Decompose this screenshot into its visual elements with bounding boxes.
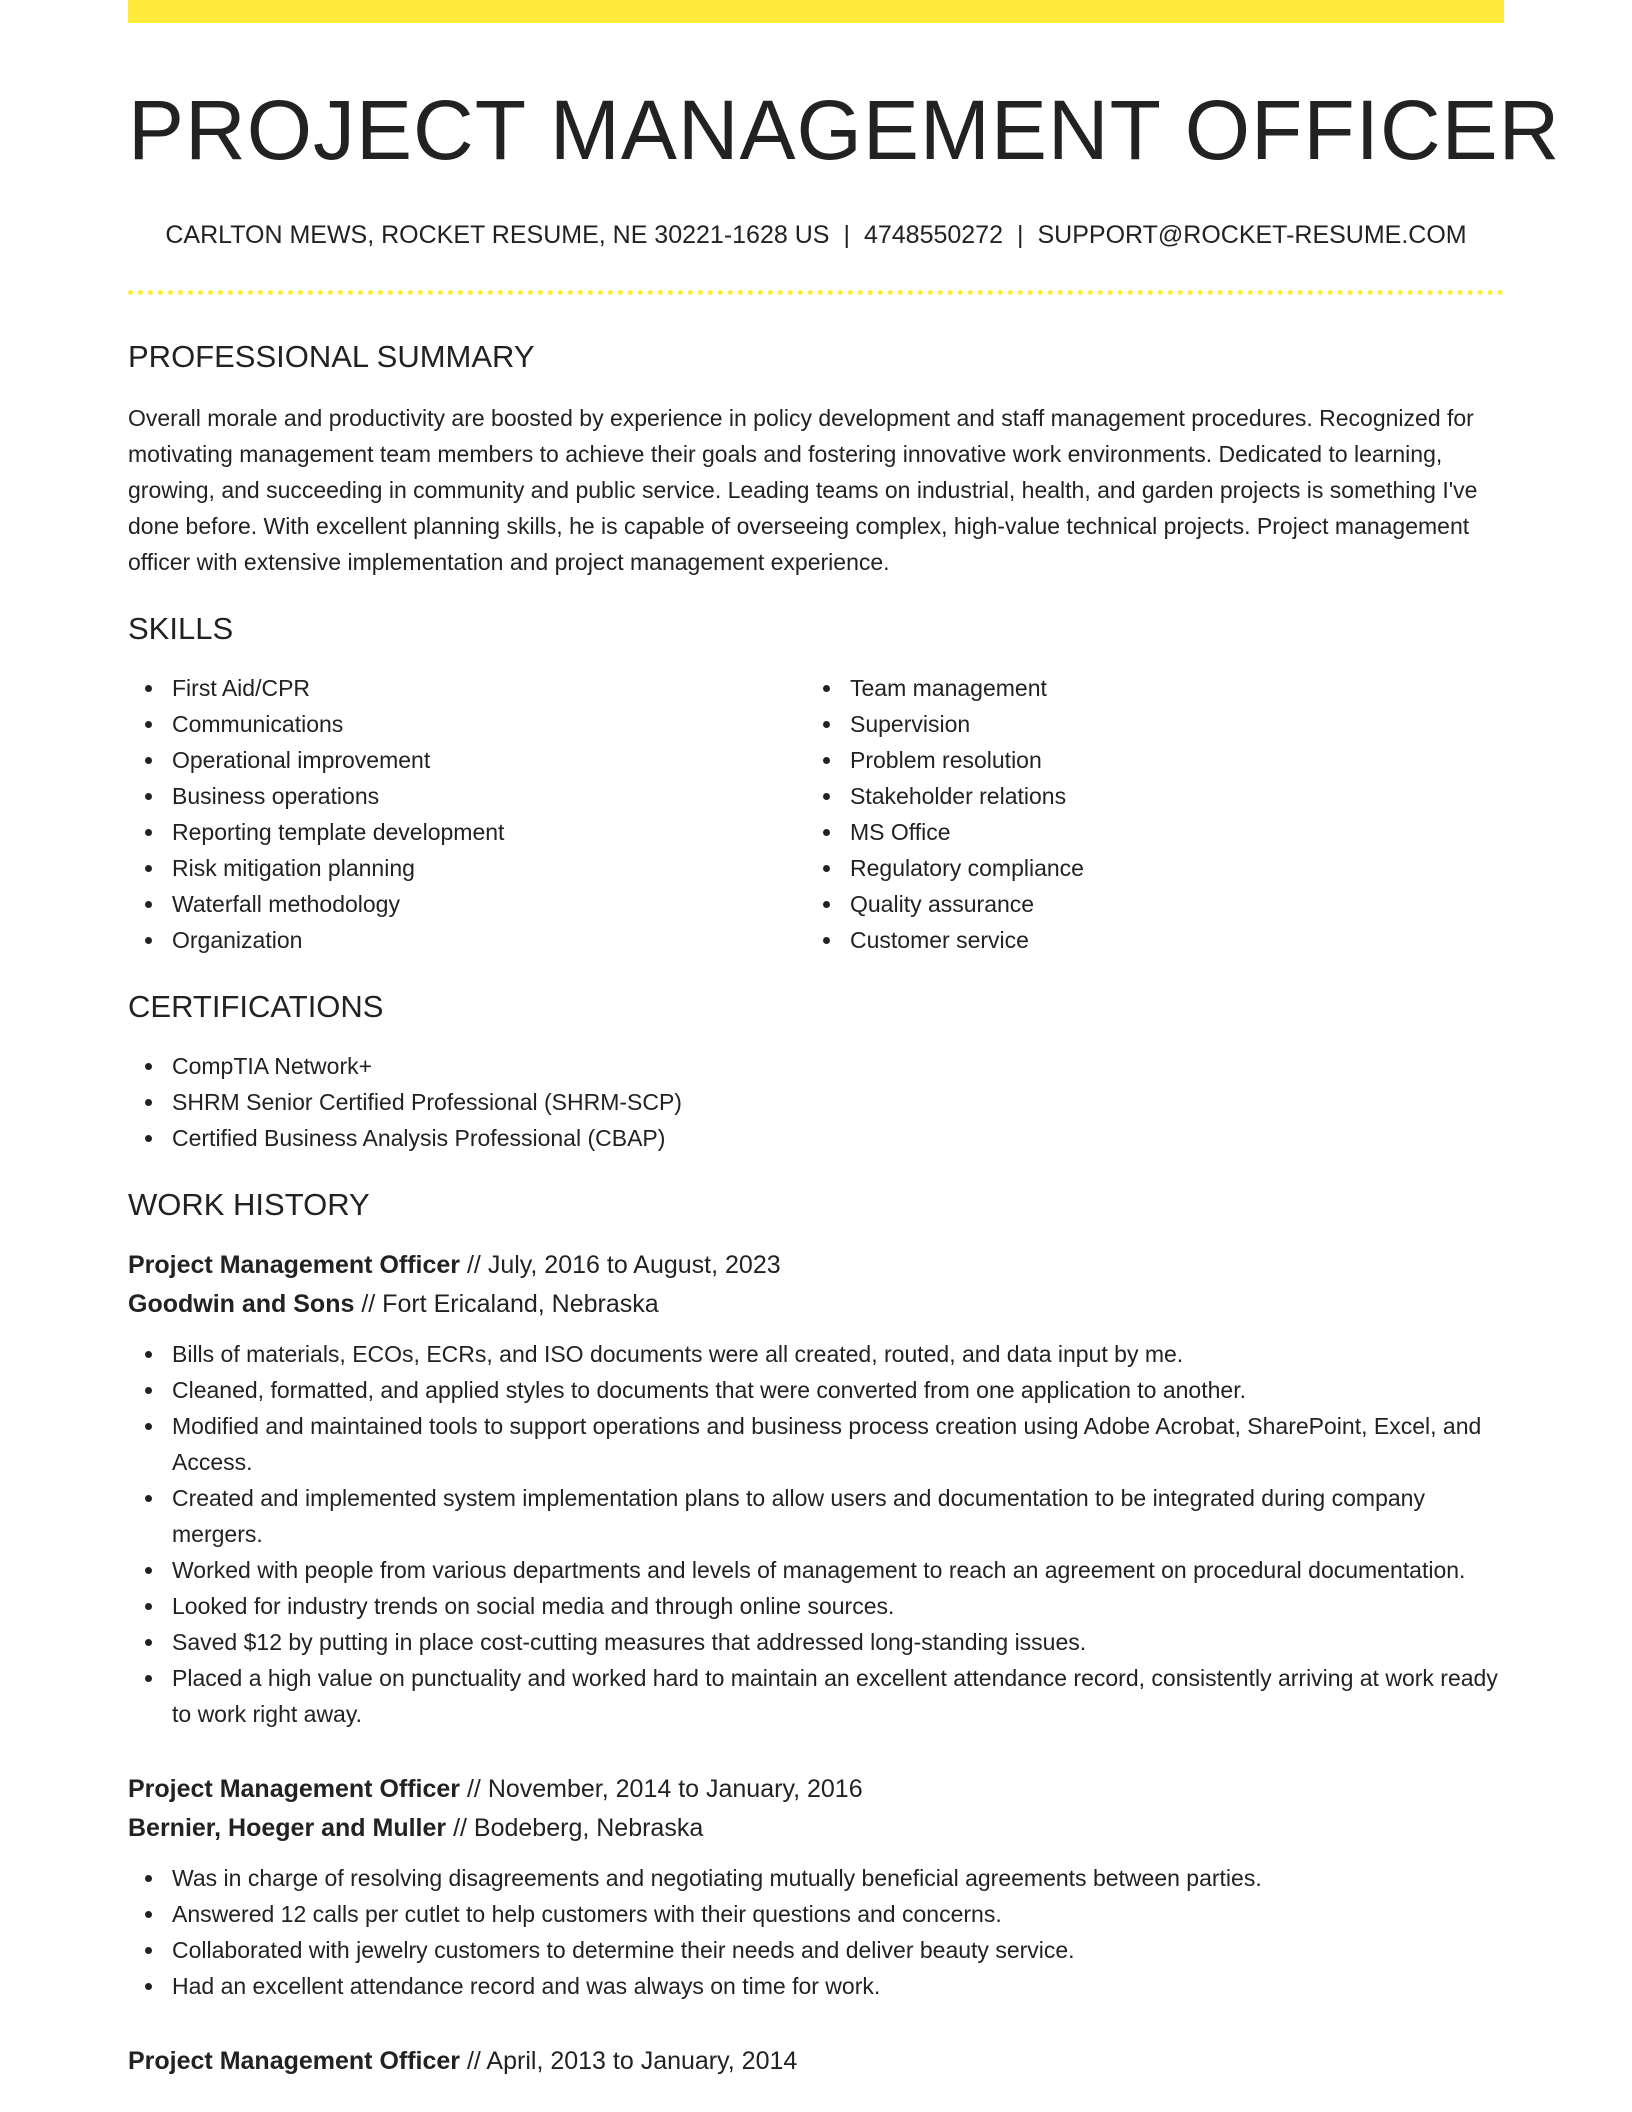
job-location: // Fort Ericaland, Nebraska (354, 1290, 659, 1318)
work-history-heading: WORK HISTORY (128, 1187, 370, 1222)
skill-item: Reporting template development (128, 814, 806, 850)
job-duty: Had an excellent attendance record and was always on time for work. (128, 1968, 1504, 2004)
job-company-line (128, 1285, 1504, 1324)
skill-item: MS Office (806, 814, 1484, 850)
skill-item: Regulatory compliance (806, 850, 1484, 886)
summary-heading: PROFESSIONAL SUMMARY (128, 339, 535, 374)
skill-item: Customer service (806, 922, 1484, 958)
job-title-line (128, 1770, 1504, 1809)
skill-item: Waterfall methodology (128, 886, 806, 922)
skill-item: Supervision (806, 706, 1484, 742)
contact-phone: 4748550272 (863, 221, 1003, 249)
contact-address: CARLTON MEWS, ROCKET RESUME, NE 30221-1628 US (165, 221, 830, 249)
skill-item: Stakeholder relations (806, 778, 1484, 814)
skill-item: Organization (128, 922, 806, 958)
certifications-heading: CERTIFICATIONS (128, 989, 384, 1024)
resume-content (128, 0, 1561, 2081)
job-duty: Answered 12 calls per cutlet to help customers with their questions and concerns. (128, 1896, 1504, 1932)
certification-item: SHRM Senior Certified Professional (SHRM-SCP) (128, 1084, 1504, 1120)
job-company: Bernier, Hoeger and Muller (128, 1814, 447, 1842)
skill-item: Quality assurance (806, 886, 1484, 922)
dotted-divider (128, 290, 1504, 295)
job-role: Project Management Officer (128, 1775, 461, 1803)
job-duty: Bills of materials, ECOs, ECRs, and ISO documents were all created, routed, and data input by me. (128, 1336, 1504, 1372)
resume-title: PROJECT MANAGEMENT OFFICER (128, 83, 1561, 177)
job-duty: Collaborated with jewelry customers to determine their needs and deliver beauty service. (128, 1932, 1504, 1968)
job-location: // Bodeberg, Nebraska (446, 1814, 704, 1842)
skill-item: Problem resolution (806, 742, 1484, 778)
job-entry (128, 2042, 1504, 2081)
job-dates: // July, 2016 to August, 2023 (460, 1251, 781, 1279)
job-duties-list (128, 1860, 1504, 2004)
job-company-line (128, 1809, 1504, 1848)
job-duty: Modified and maintained tools to support operations and business process creation using Adobe Acrobat, SharePoint, Excel, and Access. (128, 1408, 1504, 1480)
job-entry (128, 1246, 1504, 1732)
skill-item: Operational improvement (128, 742, 806, 778)
contact-email: SUPPORT@ROCKET-RESUME.COM (1037, 221, 1467, 249)
contact-separator: | (1017, 221, 1024, 249)
job-role: Project Management Officer (128, 1251, 461, 1279)
job-role: Project Management Officer (128, 2047, 461, 2075)
job-duty: Cleaned, formatted, and applied styles to documents that were converted from one application to another. (128, 1372, 1504, 1408)
job-duty: Was in charge of resolving disagreements and negotiating mutually beneficial agreements between parties. (128, 1860, 1504, 1896)
skill-item: Risk mitigation planning (128, 850, 806, 886)
job-duty: Saved $12 by putting in place cost-cutting measures that addressed long-standing issues. (128, 1624, 1504, 1660)
job-title-line (128, 1246, 1504, 1285)
job-duty: Worked with people from various departments and levels of management to reach an agreement on procedural documentation. (128, 1552, 1504, 1588)
job-duties-list (128, 1336, 1504, 1732)
skill-item: Business operations (128, 778, 806, 814)
skill-item: First Aid/CPR (128, 670, 806, 706)
skills-list-right (806, 670, 1484, 958)
skill-item: Team management (806, 670, 1484, 706)
certification-item: CompTIA Network+ (128, 1048, 1504, 1084)
skills-grid (128, 670, 1504, 958)
job-duty: Placed a high value on punctuality and worked hard to maintain an excellent attendance record, consistently arriving at work ready to work right away. (128, 1660, 1504, 1732)
job-company: Goodwin and Sons (128, 1290, 355, 1318)
skills-heading: SKILLS (128, 611, 234, 646)
certification-item: Certified Business Analysis Professional (CBAP) (128, 1120, 1504, 1156)
summary-text: Overall morale and productivity are boosted by experience in policy development and staff management procedures. Recognized for motivating management team members to achieve their goals and fostering innovative work environments. Dedicated to learning, growing, and succeeding in community and public service. Leading teams on industrial, health, and garden projects is something I've done before. With excellent planning skills, he is capable of overseeing complex, high-value technical projects. Project management officer with extensive implementation and project management experience. (128, 405, 1478, 575)
job-title-line (128, 2042, 1504, 2081)
job-entry (128, 1770, 1504, 2004)
job-dates: // April, 2013 to January, 2014 (460, 2047, 798, 2075)
contact-line (128, 220, 1504, 250)
job-duty: Created and implemented system implementation plans to allow users and documentation to be integrated during company mergers. (128, 1480, 1504, 1552)
contact-separator: | (843, 221, 850, 249)
job-dates: // November, 2014 to January, 2016 (460, 1775, 863, 1803)
skills-list-left (128, 670, 806, 958)
skill-item: Communications (128, 706, 806, 742)
certifications-list (128, 1048, 1504, 1156)
job-duty: Looked for industry trends on social media and through online sources. (128, 1588, 1504, 1624)
